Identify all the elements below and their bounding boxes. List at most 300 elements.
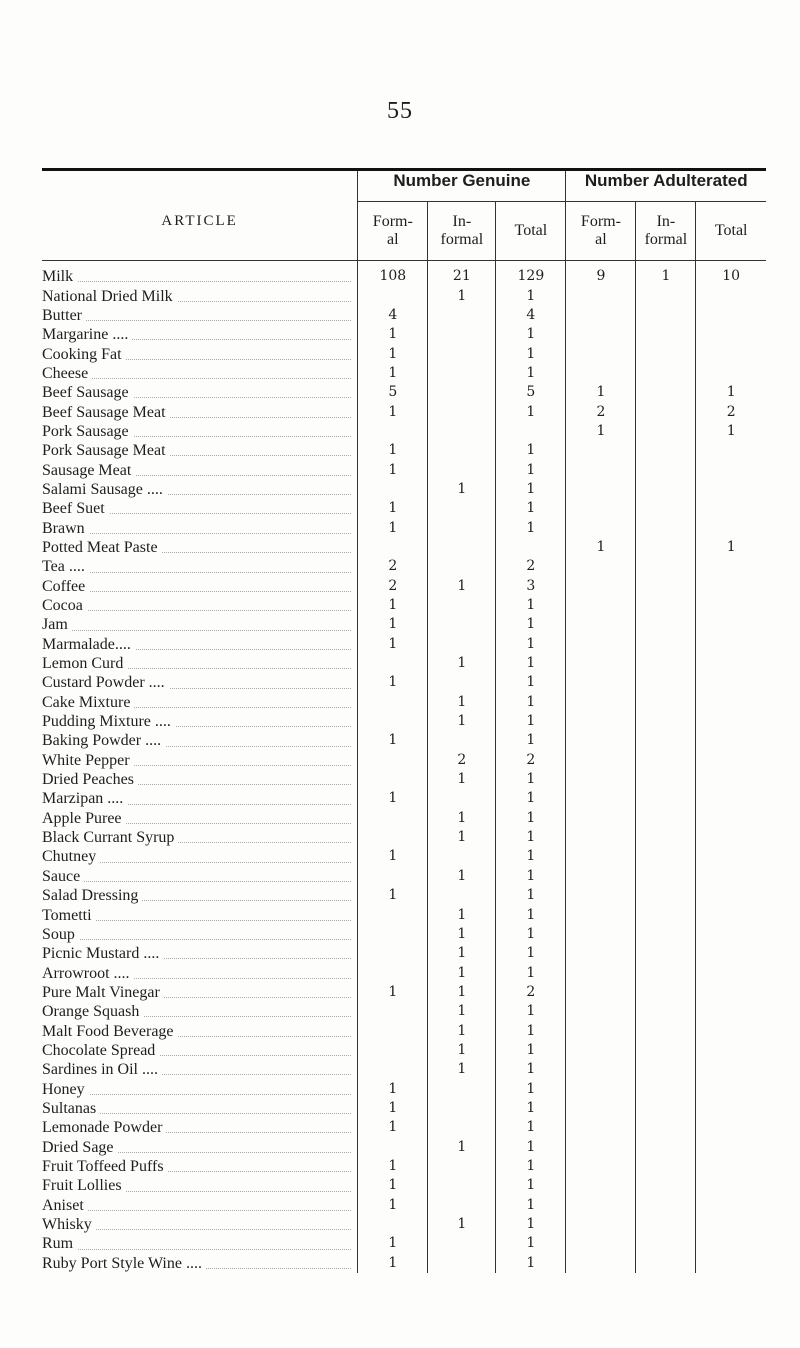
article-cell xyxy=(42,1060,358,1079)
value-cell xyxy=(566,673,636,692)
table-row xyxy=(42,383,766,402)
value-cell: 1 xyxy=(496,344,566,363)
article-cell xyxy=(42,325,358,344)
value-cell xyxy=(696,654,766,673)
value-cell xyxy=(636,673,696,692)
article-name: Fruit Lollies xyxy=(42,1177,126,1194)
value-cell: 1 xyxy=(358,1196,428,1215)
value-cell xyxy=(358,654,428,673)
table-row xyxy=(42,1254,766,1273)
value-cell xyxy=(696,460,766,479)
value-cell xyxy=(428,364,496,383)
article-cell xyxy=(42,809,358,828)
value-cell: 1 xyxy=(496,731,566,750)
value-cell: 1 xyxy=(358,364,428,383)
article-cell xyxy=(42,905,358,924)
value-cell: 1 xyxy=(566,383,636,402)
article-name: Honey xyxy=(42,1081,89,1098)
value-cell xyxy=(696,731,766,750)
value-cell xyxy=(428,325,496,344)
table-row xyxy=(42,1234,766,1253)
value-cell: 3 xyxy=(496,577,566,596)
value-cell xyxy=(636,1118,696,1137)
value-cell: 2 xyxy=(696,402,766,421)
value-cell: 1 xyxy=(428,1021,496,1040)
value-cell: 1 xyxy=(358,441,428,460)
value-cell: 1 xyxy=(358,886,428,905)
value-cell: 1 xyxy=(358,789,428,808)
value-cell xyxy=(428,886,496,905)
value-cell xyxy=(566,364,636,383)
value-cell xyxy=(358,944,428,963)
value-cell: 1 xyxy=(636,261,696,287)
value-cell: 1 xyxy=(496,1079,566,1098)
article-name: Whisky xyxy=(42,1216,96,1233)
value-cell xyxy=(696,635,766,654)
value-cell xyxy=(358,1215,428,1234)
value-cell xyxy=(566,963,636,982)
value-cell: 1 xyxy=(358,402,428,421)
article-name: Pure Malt Vinegar xyxy=(42,984,164,1001)
value-cell xyxy=(696,1157,766,1176)
value-cell: 1 xyxy=(358,1234,428,1253)
number-genuine-header: Number Genuine xyxy=(358,170,566,202)
value-cell xyxy=(358,751,428,770)
article-name: Chocolate Spread xyxy=(42,1042,159,1059)
value-cell: 1 xyxy=(358,1099,428,1118)
table-row xyxy=(42,1137,766,1156)
article-cell xyxy=(42,306,358,325)
value-cell xyxy=(696,557,766,576)
value-cell xyxy=(428,1157,496,1176)
table-row xyxy=(42,751,766,770)
leader-dots xyxy=(42,881,351,882)
article-name: Dried Sage xyxy=(42,1139,118,1156)
article-cell xyxy=(42,383,358,402)
article-name: Brawn xyxy=(42,520,89,537)
value-cell xyxy=(636,693,696,712)
leader-dots xyxy=(42,630,351,631)
value-cell xyxy=(696,886,766,905)
table-row xyxy=(42,557,766,576)
article-cell xyxy=(42,364,358,383)
value-cell: 1 xyxy=(496,925,566,944)
leader-dots xyxy=(42,610,351,611)
value-cell xyxy=(696,499,766,518)
leader-dots xyxy=(42,320,351,321)
value-cell xyxy=(358,925,428,944)
value-cell: 1 xyxy=(696,383,766,402)
article-cell xyxy=(42,1137,358,1156)
table-row xyxy=(42,1060,766,1079)
sub-header-5: Total xyxy=(696,202,766,261)
article-cell xyxy=(42,499,358,518)
value-cell: 1 xyxy=(358,635,428,654)
table-row xyxy=(42,1118,766,1137)
article-cell xyxy=(42,518,358,537)
value-cell: 1 xyxy=(428,1215,496,1234)
value-cell xyxy=(696,615,766,634)
value-cell: 1 xyxy=(428,963,496,982)
value-cell xyxy=(696,673,766,692)
value-cell: 1 xyxy=(496,596,566,615)
value-cell: 1 xyxy=(496,1041,566,1060)
value-cell: 2 xyxy=(496,557,566,576)
value-cell: 1 xyxy=(358,1079,428,1098)
article-name: Tea .... xyxy=(42,558,89,575)
value-cell xyxy=(696,751,766,770)
value-cell xyxy=(636,828,696,847)
value-cell xyxy=(428,344,496,363)
value-cell: 1 xyxy=(428,983,496,1002)
value-cell xyxy=(636,1157,696,1176)
value-cell xyxy=(696,944,766,963)
article-cell xyxy=(42,886,358,905)
value-cell xyxy=(636,306,696,325)
article-name: Cooking Fat xyxy=(42,346,126,363)
value-cell: 1 xyxy=(496,1157,566,1176)
value-cell xyxy=(566,1254,636,1273)
table-row xyxy=(42,789,766,808)
value-cell xyxy=(566,1215,636,1234)
table-row xyxy=(42,261,766,287)
value-cell: 1 xyxy=(496,1176,566,1195)
value-cell: 9 xyxy=(566,261,636,287)
value-cell: 1 xyxy=(496,402,566,421)
sub-header-1: In- formal xyxy=(428,202,496,261)
value-cell xyxy=(358,422,428,441)
value-cell: 1 xyxy=(496,944,566,963)
article-cell xyxy=(42,286,358,305)
value-cell: 1 xyxy=(428,770,496,789)
value-cell: 5 xyxy=(496,383,566,402)
value-cell xyxy=(358,867,428,886)
article-name: National Dried Milk xyxy=(42,288,177,305)
value-cell xyxy=(566,944,636,963)
article-name: Sardines in Oil .... xyxy=(42,1061,162,1078)
article-name: Salami Sausage .... xyxy=(42,481,167,498)
article-cell xyxy=(42,635,358,654)
value-cell xyxy=(696,1176,766,1195)
sub-header-4: In- formal xyxy=(636,202,696,261)
table-row xyxy=(42,847,766,866)
table-row xyxy=(42,1176,766,1195)
article-name: Soup xyxy=(42,926,79,943)
value-cell xyxy=(696,518,766,537)
table-row xyxy=(42,809,766,828)
value-cell xyxy=(636,480,696,499)
article-cell xyxy=(42,460,358,479)
table-body xyxy=(42,261,766,1273)
article-cell xyxy=(42,538,358,557)
value-cell: 1 xyxy=(358,673,428,692)
value-cell xyxy=(566,905,636,924)
value-cell: 1 xyxy=(496,1215,566,1234)
value-cell xyxy=(636,577,696,596)
value-cell xyxy=(428,635,496,654)
table-row xyxy=(42,673,766,692)
value-cell xyxy=(566,1041,636,1060)
value-cell: 1 xyxy=(428,1060,496,1079)
value-cell xyxy=(358,963,428,982)
article-name: Coffee xyxy=(42,578,89,595)
value-cell xyxy=(566,1099,636,1118)
value-cell xyxy=(636,615,696,634)
table-row xyxy=(42,654,766,673)
table-row xyxy=(42,518,766,537)
article-name: Butter xyxy=(42,307,86,324)
article-cell xyxy=(42,1079,358,1098)
table-row xyxy=(42,460,766,479)
value-cell: 2 xyxy=(358,577,428,596)
value-cell xyxy=(566,557,636,576)
value-cell xyxy=(358,538,428,557)
value-cell xyxy=(636,1254,696,1273)
value-cell xyxy=(696,847,766,866)
table-row xyxy=(42,441,766,460)
value-cell: 2 xyxy=(496,751,566,770)
value-cell xyxy=(696,325,766,344)
value-cell: 1 xyxy=(428,1137,496,1156)
value-cell: 1 xyxy=(428,577,496,596)
table-row xyxy=(42,1021,766,1040)
value-cell xyxy=(566,789,636,808)
table-row xyxy=(42,1196,766,1215)
article-name: Fruit Toffeed Puffs xyxy=(42,1158,168,1175)
article-cell xyxy=(42,344,358,363)
value-cell: 1 xyxy=(566,422,636,441)
value-cell xyxy=(566,770,636,789)
value-cell xyxy=(428,402,496,421)
value-cell xyxy=(636,983,696,1002)
value-cell: 1 xyxy=(428,286,496,305)
value-cell: 4 xyxy=(496,306,566,325)
leader-dots xyxy=(42,281,351,282)
table-row xyxy=(42,1079,766,1098)
value-cell: 1 xyxy=(358,1254,428,1273)
value-cell: 10 xyxy=(696,261,766,287)
value-cell xyxy=(636,402,696,421)
value-cell: 2 xyxy=(496,983,566,1002)
article-cell xyxy=(42,480,358,499)
article-name: Malt Food Beverage xyxy=(42,1023,178,1040)
value-cell xyxy=(696,983,766,1002)
value-cell xyxy=(636,596,696,615)
value-cell xyxy=(636,518,696,537)
value-cell xyxy=(566,1137,636,1156)
value-cell: 1 xyxy=(496,809,566,828)
value-cell xyxy=(636,770,696,789)
value-cell xyxy=(428,460,496,479)
value-cell xyxy=(696,809,766,828)
value-cell: 129 xyxy=(496,261,566,287)
article-name: White Pepper xyxy=(42,752,134,769)
value-cell: 1 xyxy=(428,809,496,828)
value-cell xyxy=(636,712,696,731)
article-name: Milk xyxy=(42,268,77,285)
value-cell xyxy=(566,867,636,886)
value-cell xyxy=(636,286,696,305)
value-cell xyxy=(636,1234,696,1253)
value-cell xyxy=(636,1021,696,1040)
value-cell xyxy=(358,693,428,712)
article-cell xyxy=(42,789,358,808)
value-cell xyxy=(566,751,636,770)
value-cell xyxy=(566,731,636,750)
value-cell: 1 xyxy=(428,480,496,499)
value-cell xyxy=(636,847,696,866)
article-name: Beef Sausage Meat xyxy=(42,404,170,421)
value-cell xyxy=(428,673,496,692)
value-cell: 1 xyxy=(496,1118,566,1137)
value-cell: 1 xyxy=(496,712,566,731)
value-cell xyxy=(566,1157,636,1176)
table-row xyxy=(42,325,766,344)
value-cell xyxy=(636,654,696,673)
value-cell xyxy=(636,789,696,808)
article-cell xyxy=(42,712,358,731)
value-cell: 1 xyxy=(358,983,428,1002)
value-cell xyxy=(428,557,496,576)
table-row xyxy=(42,364,766,383)
article-name: Custard Powder .... xyxy=(42,674,169,691)
results-table-container xyxy=(42,168,766,1273)
value-cell xyxy=(428,441,496,460)
value-cell xyxy=(566,1234,636,1253)
value-cell xyxy=(566,460,636,479)
value-cell: 1 xyxy=(496,480,566,499)
table-row xyxy=(42,925,766,944)
article-name: Pork Sausage xyxy=(42,423,133,440)
leader-dots xyxy=(42,1210,351,1211)
value-cell: 1 xyxy=(496,867,566,886)
value-cell xyxy=(636,1099,696,1118)
value-cell xyxy=(358,286,428,305)
article-cell xyxy=(42,925,358,944)
value-cell xyxy=(696,1041,766,1060)
value-cell xyxy=(566,325,636,344)
table-row xyxy=(42,731,766,750)
table-row xyxy=(42,306,766,325)
table-row xyxy=(42,905,766,924)
table-row xyxy=(42,402,766,421)
article-cell xyxy=(42,1002,358,1021)
value-cell: 1 xyxy=(358,344,428,363)
article-name: Arrowroot .... xyxy=(42,965,134,982)
value-cell xyxy=(636,1196,696,1215)
value-cell: 1 xyxy=(496,1234,566,1253)
value-cell: 1 xyxy=(358,1176,428,1195)
value-cell xyxy=(696,1215,766,1234)
value-cell xyxy=(636,635,696,654)
value-cell xyxy=(428,615,496,634)
value-cell xyxy=(566,1002,636,1021)
table-row xyxy=(42,344,766,363)
value-cell xyxy=(696,867,766,886)
value-cell xyxy=(566,635,636,654)
value-cell xyxy=(636,325,696,344)
article-cell xyxy=(42,847,358,866)
value-cell xyxy=(696,364,766,383)
sub-header-3: Form- al xyxy=(566,202,636,261)
article-name: Black Currant Syrup xyxy=(42,829,178,846)
article-cell xyxy=(42,557,358,576)
value-cell xyxy=(696,1002,766,1021)
value-cell: 108 xyxy=(358,261,428,287)
value-cell: 1 xyxy=(496,654,566,673)
table-row xyxy=(42,635,766,654)
value-cell xyxy=(566,596,636,615)
value-cell: 1 xyxy=(496,499,566,518)
article-name: Beef Sausage xyxy=(42,384,133,401)
value-cell xyxy=(566,1196,636,1215)
value-cell xyxy=(636,963,696,982)
value-cell: 1 xyxy=(566,538,636,557)
value-cell: 1 xyxy=(358,460,428,479)
value-cell xyxy=(696,789,766,808)
value-cell xyxy=(696,925,766,944)
article-name: Cocoa xyxy=(42,597,87,614)
value-cell xyxy=(566,441,636,460)
article-cell xyxy=(42,577,358,596)
value-cell xyxy=(358,809,428,828)
value-cell xyxy=(696,480,766,499)
value-cell xyxy=(636,422,696,441)
table-row xyxy=(42,422,766,441)
value-cell: 1 xyxy=(496,1099,566,1118)
article-name: Lemon Curd xyxy=(42,655,127,672)
value-cell: 1 xyxy=(696,538,766,557)
value-cell: 1 xyxy=(496,1137,566,1156)
value-cell xyxy=(696,828,766,847)
value-cell xyxy=(566,518,636,537)
value-cell xyxy=(696,1254,766,1273)
article-cell xyxy=(42,261,358,287)
table-row xyxy=(42,480,766,499)
value-cell xyxy=(696,1196,766,1215)
table-row xyxy=(42,693,766,712)
value-cell xyxy=(566,1176,636,1195)
article-cell xyxy=(42,654,358,673)
value-cell xyxy=(566,306,636,325)
value-cell: 1 xyxy=(496,518,566,537)
value-cell xyxy=(696,306,766,325)
article-name: Potted Meat Paste xyxy=(42,539,162,556)
value-cell xyxy=(428,847,496,866)
value-cell: 2 xyxy=(358,557,428,576)
value-cell: 1 xyxy=(428,867,496,886)
value-cell xyxy=(566,499,636,518)
value-cell xyxy=(566,480,636,499)
article-cell xyxy=(42,596,358,615)
value-cell xyxy=(636,925,696,944)
article-cell xyxy=(42,673,358,692)
article-name: Jam xyxy=(42,616,72,633)
table-row xyxy=(42,1002,766,1021)
article-name: Marmalade.... xyxy=(42,636,135,653)
article-name: Salad Dressing xyxy=(42,887,142,904)
value-cell xyxy=(566,847,636,866)
article-cell xyxy=(42,828,358,847)
article-name: Lemonade Powder xyxy=(42,1119,166,1136)
value-cell xyxy=(428,1254,496,1273)
value-cell: 1 xyxy=(428,905,496,924)
article-cell xyxy=(42,1234,358,1253)
value-cell xyxy=(696,441,766,460)
article-cell xyxy=(42,615,358,634)
article-cell xyxy=(42,441,358,460)
article-cell xyxy=(42,751,358,770)
